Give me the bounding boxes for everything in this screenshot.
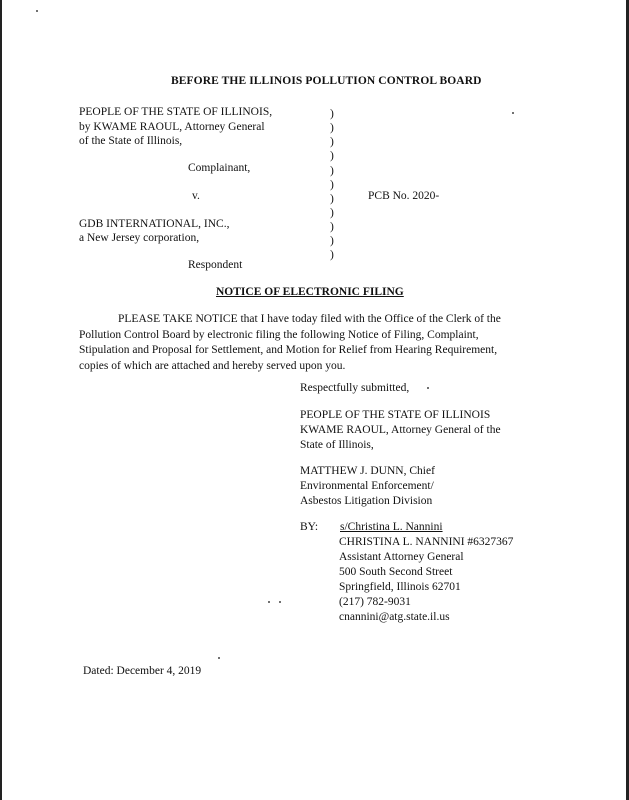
notice-body-line: copies of which are attached and hereby served upon you. xyxy=(79,359,346,372)
division-line-2: Environmental Enforcement/ xyxy=(300,480,434,492)
dated-line: Dated: December 4, 2019 xyxy=(83,665,202,677)
paren: ) xyxy=(330,178,334,191)
scan-speck xyxy=(218,657,220,659)
paren: ) xyxy=(330,235,334,248)
paren: ) xyxy=(330,206,334,219)
division-line-3: Asbestos Litigation Division xyxy=(300,495,433,507)
scan-speck xyxy=(36,10,38,12)
division-line-1: MATTHEW J. DUNN, Chief xyxy=(300,465,435,477)
notice-body-line: PLEASE TAKE NOTICE that I have today filed with the Office of the Clerk of the xyxy=(118,313,501,325)
document-title: BEFORE THE ILLINOIS POLLUTION CONTROL BOARD xyxy=(171,75,482,87)
party-line-3: State of Illinois, xyxy=(300,439,374,451)
scan-speck xyxy=(427,387,429,389)
notice-body-line: Pollution Control Board by electronic filing the following Notice of Filing, Complaint, xyxy=(79,328,479,341)
paren: ) xyxy=(330,221,334,234)
paren: ) xyxy=(330,249,334,262)
electronic-signature: s/Christina L. Nannini xyxy=(340,521,443,533)
complainant-line-3: of the State of Illinois, xyxy=(79,135,183,147)
scan-left-edge xyxy=(0,0,2,800)
respondent-line-1: GDB INTERNATIONAL, INC., xyxy=(79,218,230,230)
paren: ) xyxy=(330,122,334,135)
closing: Respectfully submitted, xyxy=(300,382,410,394)
scan-speck xyxy=(279,601,281,603)
attorney-line-1: CHRISTINA L. NANNINI #6327367 xyxy=(339,536,514,548)
attorney-line-4: Springfield, Illinois 62701 xyxy=(339,581,461,593)
paren: ) xyxy=(330,150,334,163)
party-line-2: KWAME RAOUL, Attorney General of the xyxy=(300,424,501,436)
attorney-line-3: 500 South Second Street xyxy=(339,566,453,578)
complainant-line-1: PEOPLE OF THE STATE OF ILLINOIS, xyxy=(79,106,273,118)
notice-body-line: Stipulation and Proposal for Settlement, and Motion for Relief from Hearing Requirement, xyxy=(79,344,498,356)
scan-speck xyxy=(512,112,514,114)
complainant-role: Complainant, xyxy=(188,162,251,174)
paren: ) xyxy=(330,164,334,177)
versus: v. xyxy=(192,190,200,202)
respondent-line-2: a New Jersey corporation, xyxy=(79,232,200,244)
case-number: PCB No. 2020- xyxy=(368,190,440,202)
notice-body xyxy=(79,312,529,374)
by-label: BY: xyxy=(300,521,319,533)
scan-speck xyxy=(268,601,270,603)
paren: ) xyxy=(330,192,334,205)
party-line-1: PEOPLE OF THE STATE OF ILLINOIS xyxy=(300,409,491,421)
caption-paren-column xyxy=(330,107,334,263)
paren: ) xyxy=(330,108,334,120)
respondent-role: Respondent xyxy=(188,259,243,271)
complainant-line-2: by KWAME RAOUL, Attorney General xyxy=(79,121,265,133)
attorney-line-5: (217) 782-9031 xyxy=(339,596,411,608)
attorney-email: cnannini@atg.state.il.us xyxy=(339,611,450,623)
notice-title: NOTICE OF ELECTRONIC FILING xyxy=(216,286,404,298)
paren: ) xyxy=(330,136,334,149)
attorney-line-2: Assistant Attorney General xyxy=(339,551,464,563)
